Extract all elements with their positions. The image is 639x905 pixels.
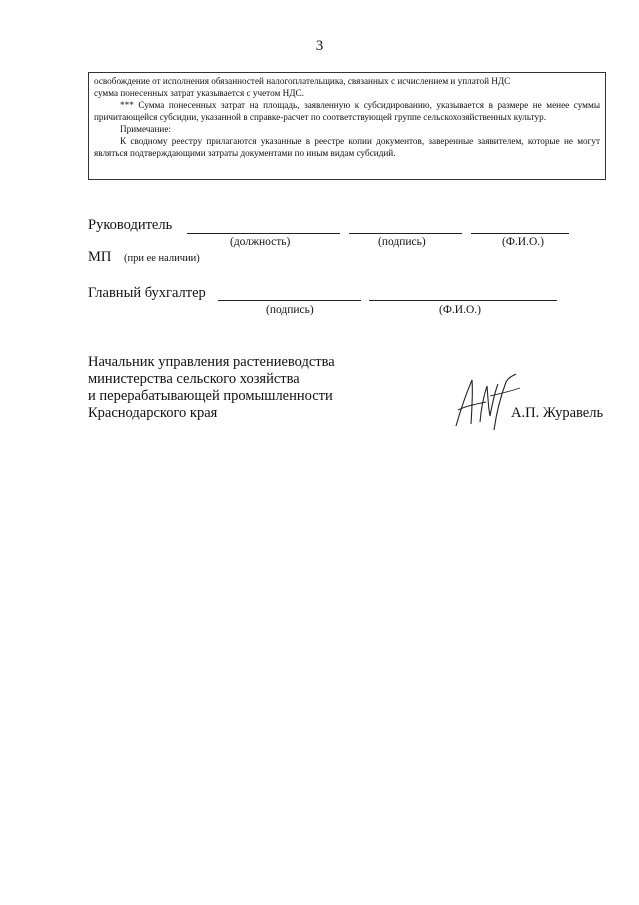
accountant-name-line	[369, 300, 557, 301]
signer-position	[88, 354, 335, 422]
accountant-signature-caption: (подпись)	[266, 304, 314, 316]
remark-heading: Примечание:	[120, 124, 171, 134]
accountant-signature-line	[218, 300, 361, 301]
accountant-label: Главный бухгалтер	[88, 285, 206, 301]
stamp-note: (при ее наличии)	[124, 253, 200, 264]
head-signature-line	[349, 233, 462, 234]
signer-position-line-4: Краснодарского края	[88, 405, 218, 421]
signer-name: А.П. Журавель	[511, 405, 604, 421]
stamp-label: МП	[88, 249, 112, 265]
page-number: 3	[315, 38, 324, 54]
footnote-text-line1: освобождение от исполнения обязанностей налогоплательщика, связанных с исчислением и уплатой НДС	[94, 76, 511, 86]
head-name-line	[471, 233, 569, 234]
handwritten-signature	[450, 372, 530, 434]
footnote-text-line2: сумма понесенных затрат указывается с учетом НДС.	[94, 88, 304, 98]
signer-position-line-2: министерства сельского хозяйства	[88, 371, 300, 387]
accountant-name-caption: (Ф.И.О.)	[439, 304, 481, 316]
footnote-triple-star: *** Сумма понесенных затрат на площадь, заявленную к субсидированию, указывается в размере не менее суммы причитающейся субсидии, указанной в справке-расчет по соответствующей группе сельскохозяйственных культур.	[94, 100, 600, 122]
head-position-caption: (должность)	[230, 236, 291, 248]
head-position-line	[187, 233, 340, 234]
remark-text: К сводному реестру прилагаются указанные в реестре копии документов, заверенные заявителем, которые не могут являться подтверждающими затраты документами по иным видам субсидий.	[94, 136, 600, 158]
signer-position-line-1: Начальник управления растениеводства	[88, 354, 335, 370]
signer-position-line-3: и перерабатывающей промышленности	[88, 388, 333, 404]
head-label: Руководитель	[88, 217, 173, 233]
footnotes-box	[88, 72, 606, 180]
head-name-caption: (Ф.И.О.)	[502, 236, 544, 248]
head-signature-caption: (подпись)	[378, 236, 426, 248]
